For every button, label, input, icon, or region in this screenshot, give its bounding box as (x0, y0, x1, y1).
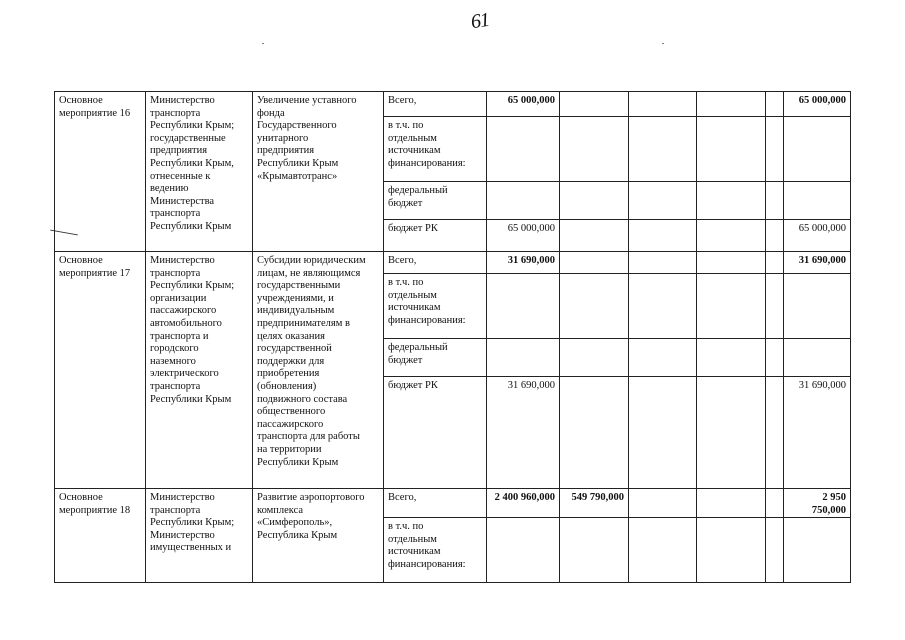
value-cell (560, 339, 629, 377)
value-cell (766, 489, 784, 518)
category-cell: в т.ч. по отдельным источникам финансирования: (384, 117, 487, 182)
category-cell: Всего, (384, 489, 487, 518)
value-cell (766, 182, 784, 220)
value-cell (487, 117, 560, 182)
scan-speck (662, 43, 664, 44)
event-cell: Основное мероприятие 17 (55, 252, 146, 489)
event-cell: Основное мероприятие 16 (55, 92, 146, 252)
table-row (55, 92, 851, 117)
category-cell: федеральный бюджет (384, 182, 487, 220)
value-cell (784, 339, 851, 377)
executor-cell: Министерство транспорта Республики Крым; организации пассажирского автомобильного транспорта и городского наземного электрического транспорта Республики Крым (146, 252, 253, 489)
description-cell: Увеличение уставного фонда Государственного унитарного предприятия Республики Крым «Крымавтотранс» (253, 92, 384, 252)
value-cell (487, 274, 560, 339)
value-cell (487, 182, 560, 220)
value-cell (560, 252, 629, 274)
page-number: 61 (469, 8, 491, 34)
table-row (55, 489, 851, 518)
value-cell: 65 000,000 (487, 220, 560, 252)
value-cell (766, 377, 784, 489)
value-cell: 2 400 960,000 (487, 489, 560, 518)
value-cell (766, 274, 784, 339)
category-cell: бюджет РК (384, 377, 487, 489)
value-cell (629, 339, 697, 377)
value-cell (697, 117, 766, 182)
value-cell (697, 377, 766, 489)
category-cell: в т.ч. по отдельным источникам финансирования: (384, 518, 487, 583)
value-cell (784, 518, 851, 583)
value-cell (697, 220, 766, 252)
value-cell (629, 518, 697, 583)
category-cell: Всего, (384, 252, 487, 274)
budget-table (54, 91, 851, 583)
event-cell: Основное мероприятие 18 (55, 489, 146, 583)
value-cell (697, 182, 766, 220)
value-cell (629, 377, 697, 489)
value-cell (784, 182, 851, 220)
value-cell (629, 92, 697, 117)
value-cell: 31 690,000 (784, 252, 851, 274)
value-cell (697, 252, 766, 274)
value-cell: 31 690,000 (784, 377, 851, 489)
value-cell (766, 518, 784, 583)
value-cell (487, 518, 560, 583)
value-cell (629, 182, 697, 220)
value-cell (629, 274, 697, 339)
value-cell: 549 790,000 (560, 489, 629, 518)
value-cell (560, 377, 629, 489)
value-cell (784, 117, 851, 182)
value-cell (629, 220, 697, 252)
value-cell (487, 339, 560, 377)
value-cell (766, 220, 784, 252)
value-cell (697, 274, 766, 339)
value-cell (560, 117, 629, 182)
value-cell (766, 252, 784, 274)
value-cell (766, 92, 784, 117)
value-cell (766, 339, 784, 377)
category-cell: бюджет РК (384, 220, 487, 252)
value-cell (697, 489, 766, 518)
value-cell: 65 000,000 (784, 220, 851, 252)
value-cell (766, 117, 784, 182)
value-cell (560, 274, 629, 339)
table-row (55, 252, 851, 274)
value-cell (697, 518, 766, 583)
description-cell: Развитие аэропортового комплекса «Симферополь», Республика Крым (253, 489, 384, 583)
value-cell (629, 252, 697, 274)
category-cell: Всего, (384, 92, 487, 117)
value-cell (560, 182, 629, 220)
value-cell (697, 92, 766, 117)
value-cell (560, 220, 629, 252)
value-cell: 65 000,000 (487, 92, 560, 117)
scan-speck (262, 43, 264, 44)
category-cell: в т.ч. по отдельным источникам финансирования: (384, 274, 487, 339)
category-cell: федеральный бюджет (384, 339, 487, 377)
value-cell (560, 92, 629, 117)
value-cell (629, 489, 697, 518)
executor-cell: Министерство транспорта Республики Крым; государственные предприятия Республики Крым, отнесенные к ведению Министерства транспорта Республики Крым (146, 92, 253, 252)
executor-cell: Министерство транспорта Республики Крым; Министерство имущественных и (146, 489, 253, 583)
value-cell: 31 690,000 (487, 252, 560, 274)
description-cell: Субсидии юридическим лицам, не являющимся государственными учреждениями, и индивидуальным предпринимателям в целях оказания государственной поддержки для приобретения (обновления) подвижного состава общественного пассажирского транспорта для работы на территории Республики Крым (253, 252, 384, 489)
value-cell: 2 950 750,000 (784, 489, 851, 518)
value-cell: 65 000,000 (784, 92, 851, 117)
value-cell (560, 518, 629, 583)
value-cell: 31 690,000 (487, 377, 560, 489)
value-cell (784, 274, 851, 339)
value-cell (629, 117, 697, 182)
value-cell (697, 339, 766, 377)
